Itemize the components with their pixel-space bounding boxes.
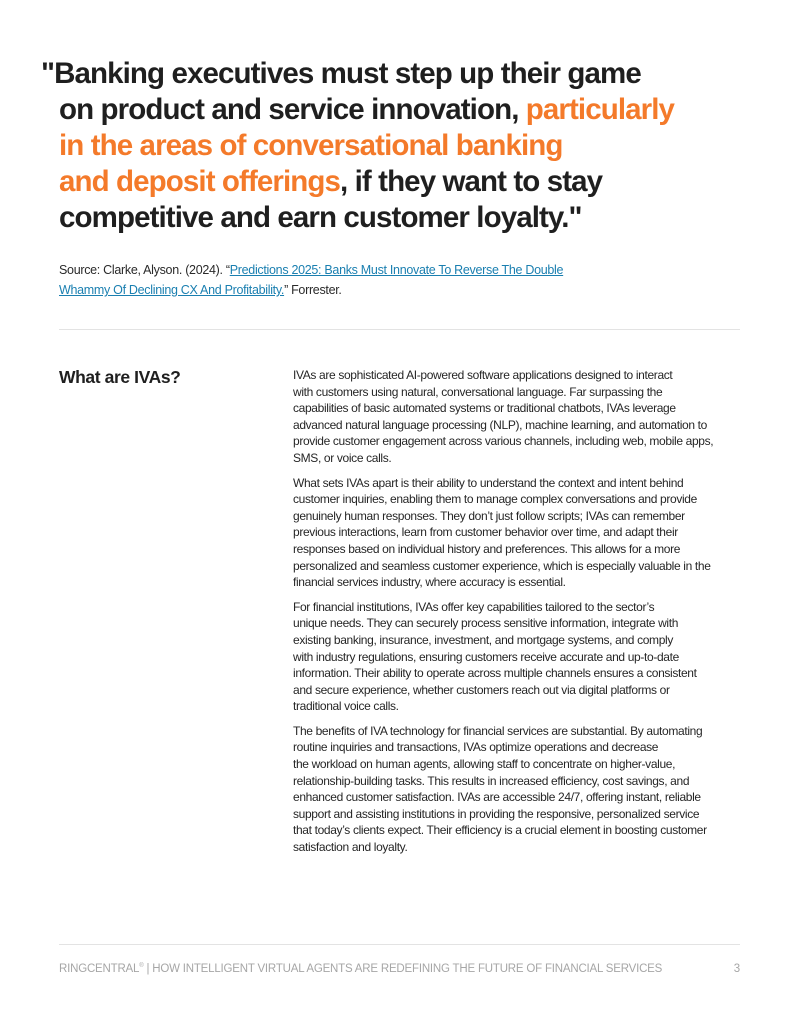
quote-line-1: "Banking executives must step up their game <box>41 57 641 90</box>
quote-line-4: and deposit offerings, if they want to stay <box>59 165 603 198</box>
brand-name: RINGCENTRAL <box>59 963 140 975</box>
source-citation: Source: Clarke, Alyson. (2024). “Predictions 2025: Banks Must Innovate To Reverse The Double Whammy Of Declining CX And Profitability.” Forrester. <box>59 263 564 297</box>
quote-line-5: competitive and earn customer loyalty." <box>59 201 582 234</box>
section-body <box>293 367 743 864</box>
quote-line-2: on product and service innovation, particularly <box>59 93 675 126</box>
quote-highlight: in the areas of conversational banking <box>59 129 563 162</box>
quote-open-mark: " <box>41 57 55 90</box>
paragraph: For financial institutions, IVAs offer key capabilities tailored to the sector’s unique needs. They can securely process sensitive information, integrate with existing banking, insurance, investment, and mortgage systems, and comply with industry regulations, ensuring customers receive accurate and up-to-date information. Their ability to operate across multiple channels ensures a consistent and secure experience, whether customers reach out via digital platforms or traditional voice calls. <box>293 599 697 714</box>
quote-highlight: and deposit offerings <box>59 165 341 198</box>
paragraph: IVAs are sophisticated AI-powered software applications designed to interact with customers using natural, conversational language. Far surpassing the capabilities of basic automated systems or traditional chatbots, IVAs leverage advanced natural language processing (NLP), machine learning, and automation to provide customer engagement across various channels, including web, mobile apps, SMS, or voice calls. <box>293 368 714 465</box>
divider <box>59 329 740 330</box>
quote-highlight: particularly <box>525 93 675 126</box>
page-footer <box>59 963 740 975</box>
page-number: 3 <box>733 963 740 975</box>
paragraph: What sets IVAs apart is their ability to understand the context and intent behind customer inquiries, enabling them to manage complex conversations and provide genuinely human responses. They don’t just follow scripts; IVAs can remember previous interactions, learn from customer behavior over time, and adapt their responses based on individual history and preferences. This allows for a more personalized and seamless customer experience, which is especially valuable in the financial services industry, where accuracy is essential. <box>293 475 711 590</box>
source-link[interactable]: Predictions 2025: Banks Must Innovate To Reverse The Double Whammy Of Declining CX And Profitability. <box>59 263 564 297</box>
paragraph: The benefits of IVA technology for financial services are substantial. By automating routine inquiries and transactions, IVAs optimize operations and decrease the workload on human agents, allowing staff to concentrate on higher-value, relationship-building tasks. This results in increased efficiency, cost savings, and enhanced customer satisfaction. IVAs are accessible 24/7, offering instant, reliable support and assisting institutions in providing the responsive, personalized service that today’s clients expect. Their efficiency is a crucial element in boosting customer satisfaction and loyalty. <box>293 723 707 855</box>
footer-title: RINGCENTRAL® | HOW INTELLIGENT VIRTUAL AGENTS ARE REDEFINING THE FUTURE OF FINANCIAL SERVICES <box>59 963 663 975</box>
pull-quote <box>41 56 741 236</box>
section-heading: What are IVAs? <box>59 367 181 387</box>
divider <box>59 944 740 945</box>
